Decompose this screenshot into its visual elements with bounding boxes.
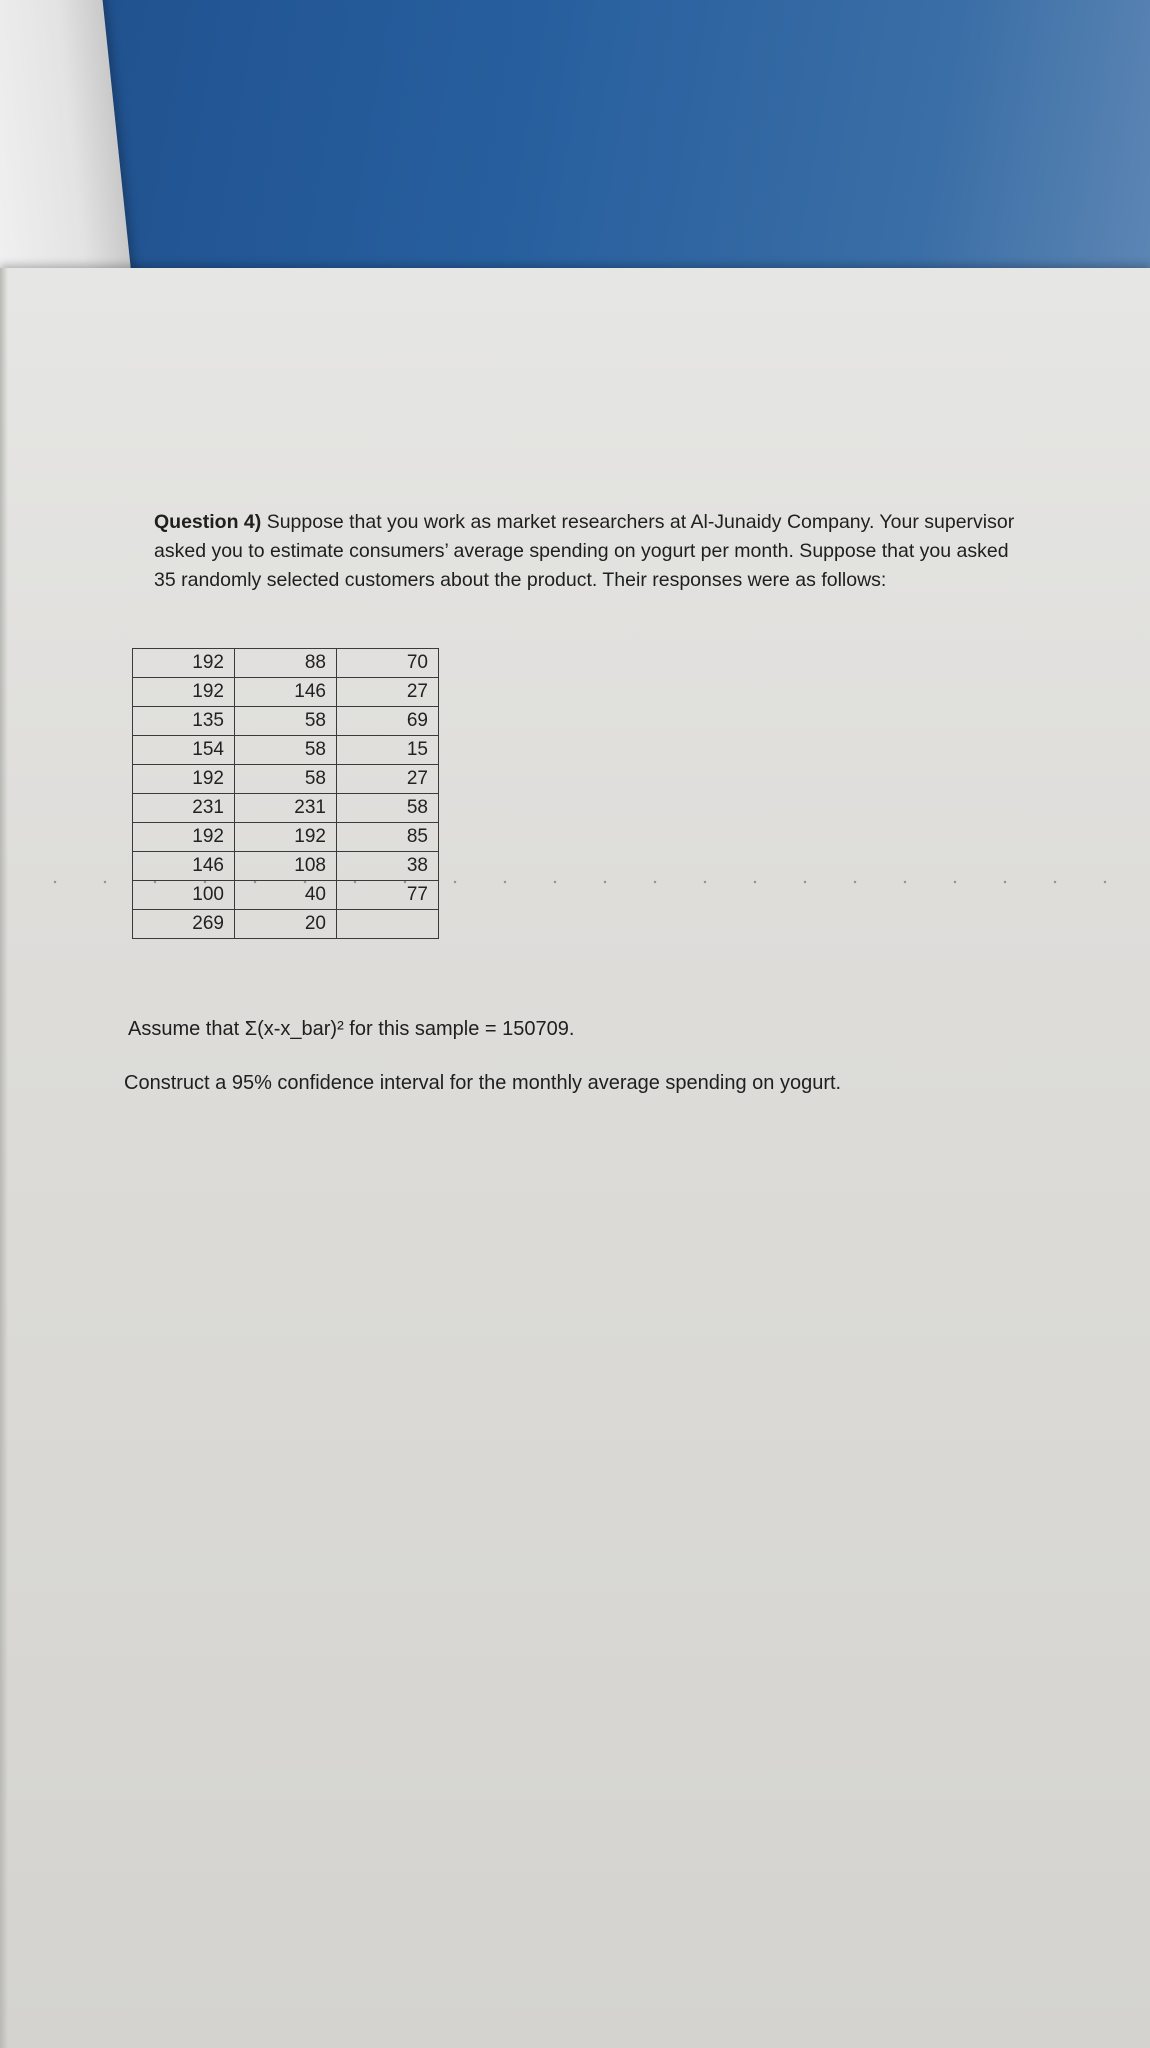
table-cell: 38 bbox=[337, 852, 439, 881]
table-cell: 15 bbox=[337, 736, 439, 765]
assumption-text: Assume that Σ(x-x_bar)² for this sample = 150709. bbox=[128, 1018, 575, 1040]
table-cell: 135 bbox=[133, 707, 235, 736]
table-cell: 192 bbox=[133, 765, 235, 794]
question-text: Suppose that you work as market researchers at Al-Junaidy Company. Your supervisor asked you to estimate consumers’ average spending on yogurt per month. Suppose that you asked 35 randomly selected customers about the product. Their responses were as follows: bbox=[154, 511, 1015, 591]
responses-table bbox=[132, 648, 439, 939]
table-row bbox=[133, 794, 439, 823]
table-cell: 58 bbox=[337, 794, 439, 823]
table-cell: 70 bbox=[337, 649, 439, 678]
table-cell: 27 bbox=[337, 765, 439, 794]
table-row bbox=[133, 707, 439, 736]
table-cell: 20 bbox=[235, 910, 337, 939]
table-cell: 192 bbox=[133, 649, 235, 678]
sheet-edge-shadow bbox=[0, 268, 8, 2048]
table-cell: 77 bbox=[337, 881, 439, 910]
table-row bbox=[133, 736, 439, 765]
table-row bbox=[133, 852, 439, 881]
desk-background bbox=[0, 0, 1150, 300]
question-label: Question 4) bbox=[154, 511, 262, 533]
table-cell: 154 bbox=[133, 736, 235, 765]
table-cell: 146 bbox=[235, 678, 337, 707]
table-cell: 58 bbox=[235, 707, 337, 736]
question-paragraph bbox=[154, 508, 1034, 595]
table-cell: 269 bbox=[133, 910, 235, 939]
table-cell: 40 bbox=[235, 881, 337, 910]
table-cell: 69 bbox=[337, 707, 439, 736]
instruction-text: Construct a 95% confidence interval for the monthly average spending on yogurt. bbox=[124, 1072, 842, 1094]
table-cell: 108 bbox=[235, 852, 337, 881]
table-cell: 231 bbox=[235, 794, 337, 823]
table-row bbox=[133, 881, 439, 910]
table-cell: 192 bbox=[133, 823, 235, 852]
table-row bbox=[133, 765, 439, 794]
table-row bbox=[133, 649, 439, 678]
table-cell: 100 bbox=[133, 881, 235, 910]
table-cell: 27 bbox=[337, 678, 439, 707]
responses-table-body bbox=[133, 649, 439, 939]
table-cell bbox=[337, 910, 439, 939]
table-cell: 58 bbox=[235, 736, 337, 765]
table-cell: 85 bbox=[337, 823, 439, 852]
table-cell: 88 bbox=[235, 649, 337, 678]
table-cell: 231 bbox=[133, 794, 235, 823]
table-cell: 192 bbox=[133, 678, 235, 707]
table-row bbox=[133, 823, 439, 852]
table-row bbox=[133, 910, 439, 939]
table-cell: 146 bbox=[133, 852, 235, 881]
table-row bbox=[133, 678, 439, 707]
table-cell: 192 bbox=[235, 823, 337, 852]
table-cell: 58 bbox=[235, 765, 337, 794]
